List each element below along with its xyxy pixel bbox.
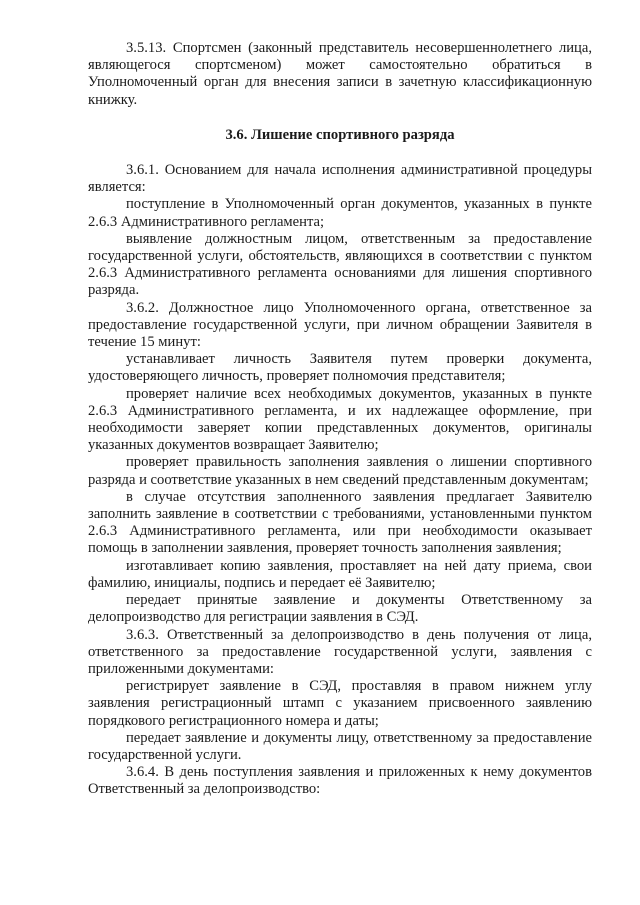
- paragraph-item: выявление должностным лицом, ответственным за предоставление государственной услуги, обстоятельств, являющихся в соответствии с пунктом 2.6.3 Административного регламента основаниями для лишения спортивного разряда.: [88, 230, 592, 299]
- paragraph-item: поступление в Уполномоченный орган документов, указанных в пункте 2.6.3 Административного регламента;: [88, 196, 592, 230]
- paragraph-item: передает заявление и документы лицу, ответственному за предоставление государственной услуги.: [88, 729, 592, 763]
- paragraph-3-5-13: 3.5.13. Спортсмен (законный представитель несовершеннолетнего лица, являющегося спортсменом) может самостоятельно обратиться в Уполномоченный орган для внесения записи в зачетную классификационную книжку.: [88, 40, 592, 108]
- paragraph-item: в случае отсутствия заполненного заявления предлагает Заявителю заполнить заявление в соответствии с требованиями, установленными пунктом 2.6.3 Административного регламента, или при необходимости оказывает помощь в заполнении заявления, проверяет точность заполнения заявления;: [88, 488, 592, 557]
- paragraph-item: проверяет наличие всех необходимых документов, указанных в пункте 2.6.3 Административного регламента, и их надлежащее оформление, при необходимости заверяет копии представленных документов, оригиналы указанных документов возвращает Заявителю;: [88, 385, 592, 454]
- paragraph-item: передает принятые заявление и документы Ответственному за делопроизводство для регистрации заявления в СЭД.: [88, 592, 592, 626]
- paragraph-3-6-4: 3.6.4. В день поступления заявления и приложенных к нему документов Ответственный за делопроизводство:: [88, 764, 592, 798]
- paragraph-3-6-2: 3.6.2. Должностное лицо Уполномоченного органа, ответственное за предоставление государственной услуги, при личном обращении Заявителя в течение 15 минут:: [88, 299, 592, 351]
- paragraph-item: изготавливает копию заявления, проставляет на ней дату приема, свои фамилию, инициалы, подпись и передает её Заявителю;: [88, 557, 592, 591]
- document-page: [88, 40, 592, 799]
- section-heading: 3.6. Лишение спортивного разряда: [225, 126, 455, 143]
- paragraph-item: регистрирует заявление в СЭД, проставляя в правом нижнем углу заявления регистрационный штамп с указанием присвоенного заявлению порядкового регистрационного номера и даты;: [88, 678, 592, 729]
- paragraph-3-6-3: 3.6.3. Ответственный за делопроизводство в день получения от лица, ответственного за предоставление государственной услуги, заявления с приложенными документами:: [88, 626, 592, 677]
- paragraph-item: устанавливает личность Заявителя путем проверки документа, удостоверяющего личность, проверяет полномочия представителя;: [88, 351, 592, 385]
- paragraph-item: проверяет правильность заполнения заявления о лишении спортивного разряда и соответствие указанных в нем сведений представленным документам;: [88, 454, 592, 488]
- paragraph-3-6-1: 3.6.1. Основанием для начала исполнения административной процедуры является:: [88, 162, 592, 196]
